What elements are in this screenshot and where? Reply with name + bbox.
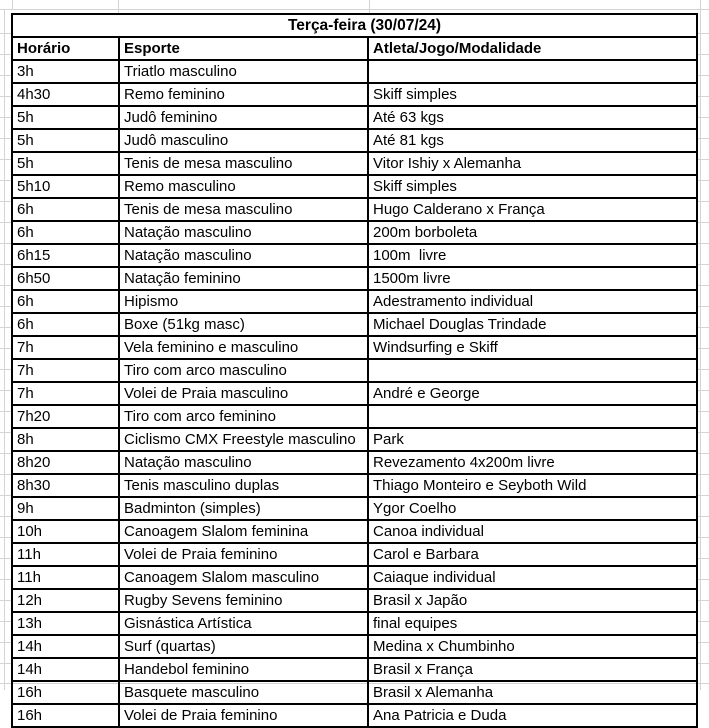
cell-horario[interactable]: 10h [12, 520, 119, 543]
table-row [12, 244, 697, 267]
cell-esporte[interactable]: Tenis masculino duplas [119, 474, 368, 497]
table-row [12, 313, 697, 336]
cell-horario[interactable]: 8h [12, 428, 119, 451]
column-header-esporte[interactable]: Esporte [119, 37, 368, 60]
cell-atleta[interactable]: 1500m livre [368, 267, 697, 290]
cell-atleta[interactable]: Medina x Chumbinho [368, 635, 697, 658]
table-row [12, 658, 697, 681]
table-row [12, 129, 697, 152]
cell-horario[interactable]: 7h [12, 336, 119, 359]
cell-horario[interactable]: 13h [12, 612, 119, 635]
cell-atleta[interactable]: Caiaque individual [368, 566, 697, 589]
cell-horario[interactable]: 11h [12, 543, 119, 566]
table-row [12, 106, 697, 129]
cell-atleta[interactable]: Thiago Monteiro e Seyboth Wild [368, 474, 697, 497]
table-row [12, 589, 697, 612]
cell-atleta[interactable]: Brasil x França [368, 658, 697, 681]
cell-horario[interactable]: 16h [12, 704, 119, 727]
table-row [12, 497, 697, 520]
cell-horario[interactable]: 4h30 [12, 83, 119, 106]
gridline-row-ticks-left [0, 33, 11, 665]
cell-esporte[interactable]: Remo masculino [119, 175, 368, 198]
cell-esporte[interactable]: Natação masculino [119, 244, 368, 267]
table-row [12, 474, 697, 497]
cell-atleta[interactable]: Ygor Coelho [368, 497, 697, 520]
cell-atleta[interactable]: Michael Douglas Trindade [368, 313, 697, 336]
cell-esporte[interactable]: Tiro com arco masculino [119, 359, 368, 382]
cell-atleta[interactable]: 100m livre [368, 244, 697, 267]
column-header-atleta-jogo-modalidade[interactable]: Atleta/Jogo/Modalidade [368, 37, 697, 60]
cell-atleta[interactable]: Hugo Calderano x França [368, 198, 697, 221]
cell-esporte[interactable]: Badminton (simples) [119, 497, 368, 520]
table-row [12, 451, 697, 474]
column-header-horario[interactable]: Horário [12, 37, 119, 60]
cell-esporte[interactable]: Remo feminino [119, 83, 368, 106]
cell-atleta[interactable]: Até 63 kgs [368, 106, 697, 129]
table-title[interactable]: Terça-feira (30/07/24) [12, 14, 697, 37]
cell-esporte[interactable]: Gisnástica Artística [119, 612, 368, 635]
cell-horario[interactable]: 6h [12, 198, 119, 221]
cell-atleta[interactable]: Vitor Ishiy x Alemanha [368, 152, 697, 175]
table-title-row [12, 14, 697, 37]
cell-esporte[interactable]: Canoagem Slalom masculino [119, 566, 368, 589]
gridline-horizontal-top [0, 9, 709, 10]
cell-atleta[interactable]: Brasil x Alemanha [368, 681, 697, 704]
table-row [12, 60, 697, 83]
table-row [12, 681, 697, 704]
gridline-vertical [369, 0, 370, 13]
cell-horario[interactable]: 6h [12, 313, 119, 336]
cell-horario[interactable]: 3h [12, 60, 119, 83]
cell-horario[interactable]: 11h [12, 566, 119, 589]
table-row [12, 566, 697, 589]
table-row [12, 612, 697, 635]
cell-horario[interactable]: 7h [12, 382, 119, 405]
cell-horario[interactable]: 14h [12, 635, 119, 658]
table-row [12, 175, 697, 198]
cell-esporte[interactable]: Judô feminino [119, 106, 368, 129]
cell-horario[interactable]: 8h20 [12, 451, 119, 474]
cell-horario[interactable]: 7h [12, 359, 119, 382]
cell-atleta[interactable]: Windsurfing e Skiff [368, 336, 697, 359]
cell-atleta[interactable]: Revezamento 4x200m livre [368, 451, 697, 474]
cell-esporte[interactable]: Natação feminino [119, 267, 368, 290]
table-row [12, 336, 697, 359]
cell-horario[interactable]: 5h10 [12, 175, 119, 198]
cell-esporte[interactable]: Boxe (51kg masc) [119, 313, 368, 336]
table-row [12, 198, 697, 221]
cell-esporte[interactable]: Tiro com arco feminino [119, 405, 368, 428]
table-row [12, 221, 697, 244]
cell-atleta[interactable]: André e George [368, 382, 697, 405]
cell-esporte[interactable]: Volei de Praia feminino [119, 704, 368, 727]
cell-atleta[interactable] [368, 60, 697, 83]
cell-esporte[interactable]: Tenis de mesa masculino [119, 198, 368, 221]
cell-esporte[interactable]: Handebol feminino [119, 658, 368, 681]
cell-atleta[interactable]: Skiff simples [368, 175, 697, 198]
table-row [12, 543, 697, 566]
cell-esporte[interactable]: Volei de Praia masculino [119, 382, 368, 405]
cell-atleta[interactable]: 200m borboleta [368, 221, 697, 244]
table-header-row [12, 37, 697, 60]
cell-horario[interactable]: 5h [12, 106, 119, 129]
table-row [12, 382, 697, 405]
cell-atleta[interactable]: Park [368, 428, 697, 451]
cell-esporte[interactable]: Natação masculino [119, 451, 368, 474]
cell-atleta[interactable]: Adestramento individual [368, 290, 697, 313]
cell-horario[interactable]: 5h [12, 129, 119, 152]
cell-atleta[interactable]: Até 81 kgs [368, 129, 697, 152]
cell-esporte[interactable]: Volei de Praia feminino [119, 543, 368, 566]
cell-esporte[interactable]: Hipismo [119, 290, 368, 313]
cell-horario[interactable]: 6h15 [12, 244, 119, 267]
cell-atleta[interactable]: Ana Patricia e Duda [368, 704, 697, 727]
cell-horario[interactable]: 6h50 [12, 267, 119, 290]
table-row [12, 405, 697, 428]
cell-esporte[interactable]: Surf (quartas) [119, 635, 368, 658]
gridline-row-ticks-right [697, 33, 709, 665]
cell-esporte[interactable]: Judô masculino [119, 129, 368, 152]
cell-esporte[interactable]: Canoagem Slalom feminina [119, 520, 368, 543]
gridline-vertical [118, 0, 119, 13]
table-row [12, 520, 697, 543]
table-row [12, 267, 697, 290]
table-row [12, 290, 697, 313]
cell-horario[interactable]: 12h [12, 589, 119, 612]
cell-esporte[interactable]: Rugby Sevens feminino [119, 589, 368, 612]
gridline-vertical [12, 0, 13, 10]
cell-esporte[interactable]: Natação masculino [119, 221, 368, 244]
cell-horario[interactable]: 6h [12, 290, 119, 313]
cell-horario[interactable]: 7h20 [12, 405, 119, 428]
cell-horario[interactable]: 9h [12, 497, 119, 520]
table-row [12, 83, 697, 106]
cell-esporte[interactable]: Basquete masculino [119, 681, 368, 704]
cell-esporte[interactable]: Ciclismo CMX Freestyle masculino [119, 428, 368, 451]
table-row [12, 359, 697, 382]
cell-atleta[interactable] [368, 405, 697, 428]
table-row [12, 635, 697, 658]
cell-horario[interactable]: 14h [12, 658, 119, 681]
cell-atleta[interactable]: Canoa individual [368, 520, 697, 543]
cell-atleta[interactable]: final equipes [368, 612, 697, 635]
cell-atleta[interactable] [368, 359, 697, 382]
cell-horario[interactable]: 8h30 [12, 474, 119, 497]
cell-horario[interactable]: 16h [12, 681, 119, 704]
cell-atleta[interactable]: Skiff simples [368, 83, 697, 106]
cell-atleta[interactable]: Brasil x Japão [368, 589, 697, 612]
cell-horario[interactable]: 6h [12, 221, 119, 244]
schedule-table [11, 13, 698, 728]
cell-atleta[interactable]: Carol e Barbara [368, 543, 697, 566]
cell-horario[interactable]: 5h [12, 152, 119, 175]
cell-esporte[interactable]: Triatlo masculino [119, 60, 368, 83]
table-row [12, 428, 697, 451]
table-row [12, 704, 697, 727]
table-row [12, 152, 697, 175]
cell-esporte[interactable]: Tenis de mesa masculino [119, 152, 368, 175]
cell-esporte[interactable]: Vela feminino e masculino [119, 336, 368, 359]
